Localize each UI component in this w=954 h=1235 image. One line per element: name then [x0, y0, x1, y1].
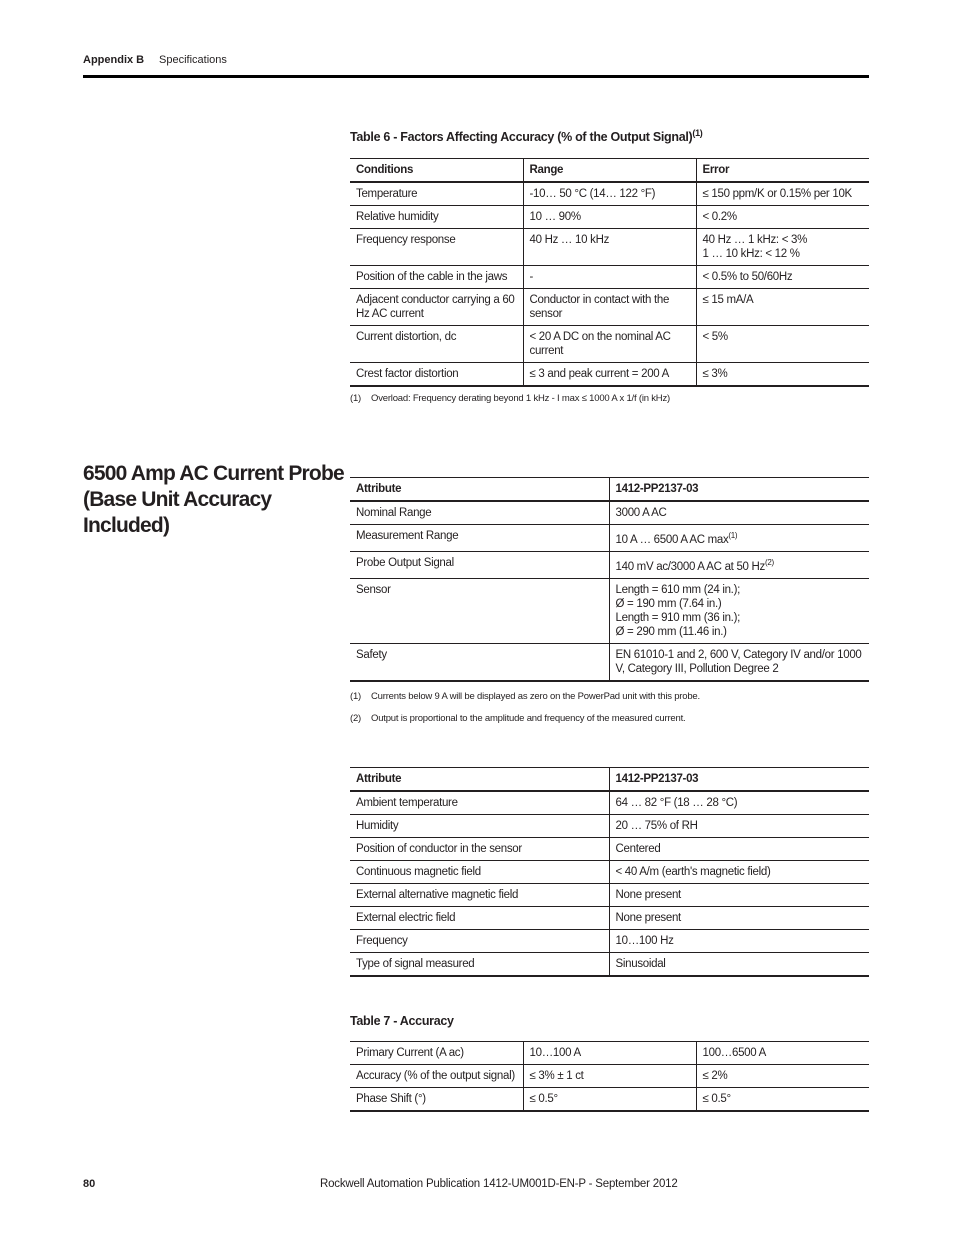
attribute-label: Probe Output Signal: [350, 551, 609, 578]
column-header: 1412-PP2137-03: [609, 768, 869, 792]
table-cell: Humidity: [350, 815, 609, 838]
footnote-text: Overload: Frequency derating beyond 1 kHz - I max ≤ 1000 A x 1/f (in kHz): [371, 393, 670, 404]
table-row: [350, 501, 869, 525]
column-header: 1412-PP2137-03: [609, 478, 869, 502]
table-cell: Temperature: [350, 182, 523, 206]
table-cell: 10 … 90%: [523, 206, 696, 229]
table-cell: ≤ 0.5°: [523, 1088, 696, 1112]
table-header-row: [350, 768, 869, 792]
table-row: [350, 363, 869, 387]
accuracy-table: [350, 1041, 869, 1112]
column-header: Attribute: [350, 478, 609, 502]
footnote-text: Currents below 9 A will be displayed as zero on the PowerPad unit with this probe.: [371, 691, 700, 702]
table-cell: Adjacent conductor carrying a 60 Hz AC current: [350, 289, 523, 326]
table-cell: Frequency response: [350, 229, 523, 266]
table-cell: 64 … 82 °F (18 … 28 °C): [609, 791, 869, 815]
table-cell: < 5%: [696, 326, 869, 363]
footnote: [350, 393, 670, 404]
attribute-value-text: 140 mV ac/3000 A AC at 50 Hz: [615, 560, 766, 573]
table-cell: External electric field: [350, 907, 609, 930]
table-cell: -10… 50 °C (14… 122 °F): [523, 182, 696, 206]
table-header-row: [350, 478, 869, 502]
table-row: [350, 229, 869, 266]
table-cell: < 20 A DC on the nominal AC current: [523, 326, 696, 363]
table-cell: ≤ 3 and peak current = 200 A: [523, 363, 696, 387]
footnote-ref: (1): [728, 531, 738, 540]
section-title: 6500 Amp AC Current Probe (Base Unit Accuracy Included): [83, 462, 344, 537]
column-header: Error: [696, 159, 869, 183]
probe-attributes-table: [350, 477, 869, 682]
table7-caption: Table 7 - Accuracy: [350, 1014, 454, 1028]
table-row: [350, 953, 869, 977]
table-cell: Phase Shift (°): [350, 1088, 523, 1112]
table-cell: ≤ 2%: [696, 1065, 869, 1088]
publication-info: Rockwell Automation Publication 1412-UM001D-EN-P - September 2012: [320, 1178, 678, 1190]
footnote: [350, 691, 700, 702]
probe-attributes-footnotes: [350, 691, 700, 735]
table-cell: Accuracy (% of the output signal): [350, 1065, 523, 1088]
table-cell: Conductor in contact with the sensor: [523, 289, 696, 326]
table-row: [350, 1042, 869, 1065]
reference-conditions-table: [350, 767, 869, 977]
footnote-number: (2): [350, 713, 362, 724]
footnote-ref: (2): [765, 557, 774, 567]
column-header: Attribute: [350, 768, 609, 792]
table-cell: ≤ 0.5°: [696, 1088, 869, 1112]
footnote: [350, 713, 700, 724]
table-cell: 10…100 Hz: [609, 930, 869, 953]
table-row: [350, 182, 869, 206]
table-cell: Position of conductor in the sensor: [350, 838, 609, 861]
table-cell: None present: [609, 884, 869, 907]
table-row: [350, 1065, 869, 1088]
table-row: [350, 1088, 869, 1112]
table-cell: Primary Current (A ac): [350, 1042, 523, 1065]
table-cell: External alternative magnetic field: [350, 884, 609, 907]
table6-caption: Table 6 - Factors Affecting Accuracy (% of the Output Signal)$^{(1)}$: [350, 128, 703, 145]
table-cell: 100…6500 A: [696, 1042, 869, 1065]
accuracy-factors-table: [350, 158, 869, 387]
table-cell: 10…100 A: [523, 1042, 696, 1065]
section-label: Specifications: [159, 54, 227, 66]
table-cell: 40 Hz … 10 kHz: [523, 229, 696, 266]
attribute-value-text: 3000 A AC: [615, 507, 667, 519]
table-row: [350, 838, 869, 861]
table-row: [350, 206, 869, 229]
attribute-value-text: Length = 610 mm (24 in.); Ø = 190 mm (7.64 in.) Length = 910 mm (36 in.); Ø = 290 mm (11.46 in.): [615, 583, 741, 638]
table-cell: Sinusoidal: [609, 953, 869, 977]
table-row: [350, 815, 869, 838]
table-cell: < 0.2%: [696, 206, 869, 229]
table-cell: ≤ 15 mA/A: [696, 289, 869, 326]
attribute-value: [609, 551, 869, 578]
table-cell: ≤ 3% ± 1 ct: [523, 1065, 696, 1088]
attribute-value-text: EN 61010-1 and 2, 600 V, Category IV and/or 1000 V, Category III, Pollution Degree 2: [615, 648, 862, 675]
table-row: [350, 791, 869, 815]
table-cell: < 0.5% to 50/60Hz: [696, 266, 869, 289]
footnote-number: (1): [350, 393, 362, 404]
attribute-label: Measurement Range: [350, 525, 609, 552]
footnote-number: (1): [350, 691, 362, 702]
table-cell: Crest factor distortion: [350, 363, 523, 387]
attribute-value: [609, 578, 869, 643]
table-cell: None present: [609, 907, 869, 930]
attribute-value: [609, 525, 869, 552]
table-row: [350, 643, 869, 681]
column-header: Conditions: [350, 159, 523, 183]
table-cell: Frequency: [350, 930, 609, 953]
table-row: [350, 289, 869, 326]
table-cell: < 40 A/m (earth's magnetic field): [609, 861, 869, 884]
table6-footnotes: [350, 393, 670, 415]
table-row: [350, 525, 869, 552]
table-cell: Current distortion, dc: [350, 326, 523, 363]
attribute-value-text: 10 A … 6500 A AC max: [615, 533, 729, 546]
attribute-label: Nominal Range: [350, 501, 609, 525]
table-row: [350, 861, 869, 884]
table-cell: Type of signal measured: [350, 953, 609, 977]
table-row: [350, 930, 869, 953]
table-row: [350, 884, 869, 907]
table-row: [350, 907, 869, 930]
table-row: [350, 551, 869, 578]
table-cell: Continuous magnetic field: [350, 861, 609, 884]
table-cell: 40 Hz … 1 kHz: < 3% 1 … 10 kHz: < 12 %: [696, 229, 869, 266]
table-row: [350, 578, 869, 643]
page-number: 80: [83, 1178, 96, 1190]
attribute-label: Sensor: [350, 578, 609, 643]
table-cell: ≤ 3%: [696, 363, 869, 387]
table-cell: Relative humidity: [350, 206, 523, 229]
attribute-value: [609, 501, 869, 525]
table-cell: Position of the cable in the jaws: [350, 266, 523, 289]
footnote-text: Output is proportional to the amplitude and frequency of the measured current.: [371, 713, 686, 724]
table-cell: -: [523, 266, 696, 289]
page-header: [83, 53, 869, 78]
column-header: Range: [523, 159, 696, 183]
table-row: [350, 266, 869, 289]
table-cell: ≤ 150 ppm/K or 0.15% per 10K: [696, 182, 869, 206]
table-cell: 20 … 75% of RH: [609, 815, 869, 838]
attribute-value: [609, 643, 869, 681]
attribute-label: Safety: [350, 643, 609, 681]
table-row: [350, 326, 869, 363]
table-cell: Ambient temperature: [350, 791, 609, 815]
appendix-label: Appendix B: [83, 54, 145, 66]
table-header-row: [350, 159, 869, 183]
table-cell: Centered: [609, 838, 869, 861]
